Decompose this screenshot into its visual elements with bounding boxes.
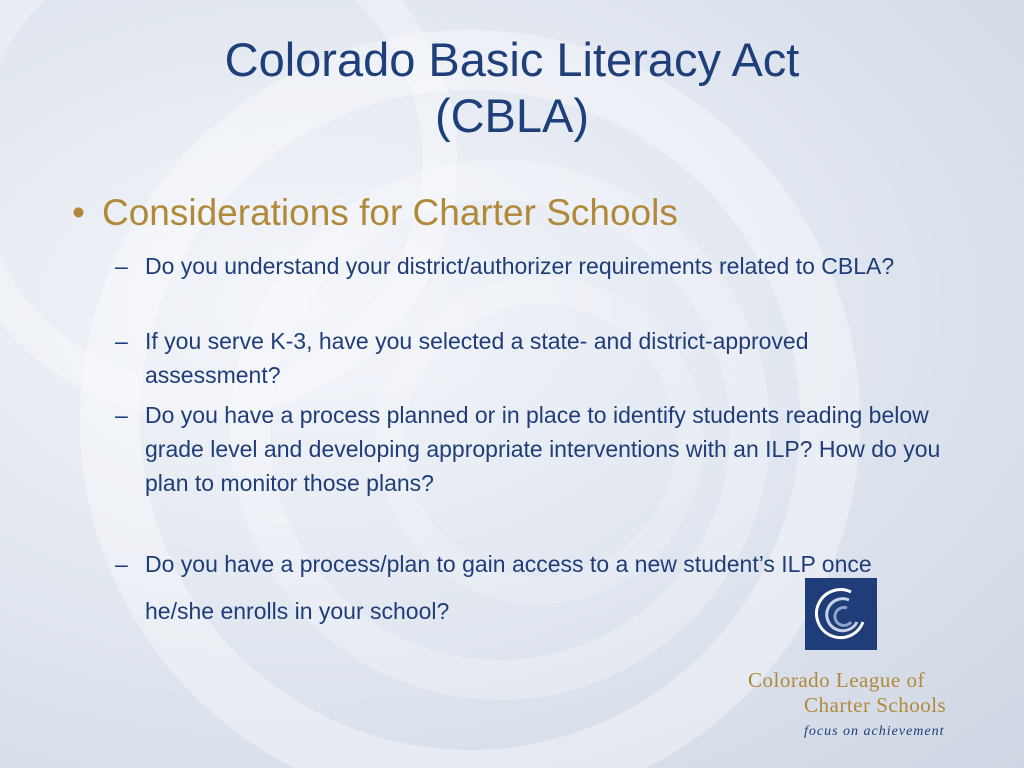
slide-title [40,32,984,144]
sub-bullet-3 [115,398,945,500]
logo-name-line-2: Charter Schools [804,693,947,717]
title-line-2: (CBLA) [434,89,590,142]
sub-bullet-text: Do you have a process/plan to gain access to a new student’s ILP once he/she enrolls in your school? [145,551,872,624]
logo-wordmark [748,668,1008,740]
main-bullet [72,190,678,236]
sub-bullet-text: Do you have a process planned or in place to identify students reading below grade level and developing appropriate interventions with an ILP? How do you plan to monitor those plans? [145,402,941,496]
sub-bullet-text: If you serve K-3, have you selected a state- and district-approved assessment? [145,328,809,388]
sub-bullet-2 [115,324,945,392]
dash-marker: – [115,402,128,428]
logo-tagline: focus on achievement [804,724,945,739]
title-line-1: Colorado Basic Literacy Act [224,33,800,86]
sub-bullet-1 [115,249,945,283]
dash-marker: – [115,551,128,577]
sub-bullet-text: Do you understand your district/authorizer requirements related to CBLA? [145,253,895,279]
swirl-logo-icon [805,578,877,650]
logo-name-line-1: Colorado League of [748,668,925,692]
main-bullet-text: Considerations for Charter Schools [102,192,678,233]
dash-marker: – [115,328,128,354]
bullet-marker: • [72,192,85,233]
dash-marker: – [115,253,128,279]
